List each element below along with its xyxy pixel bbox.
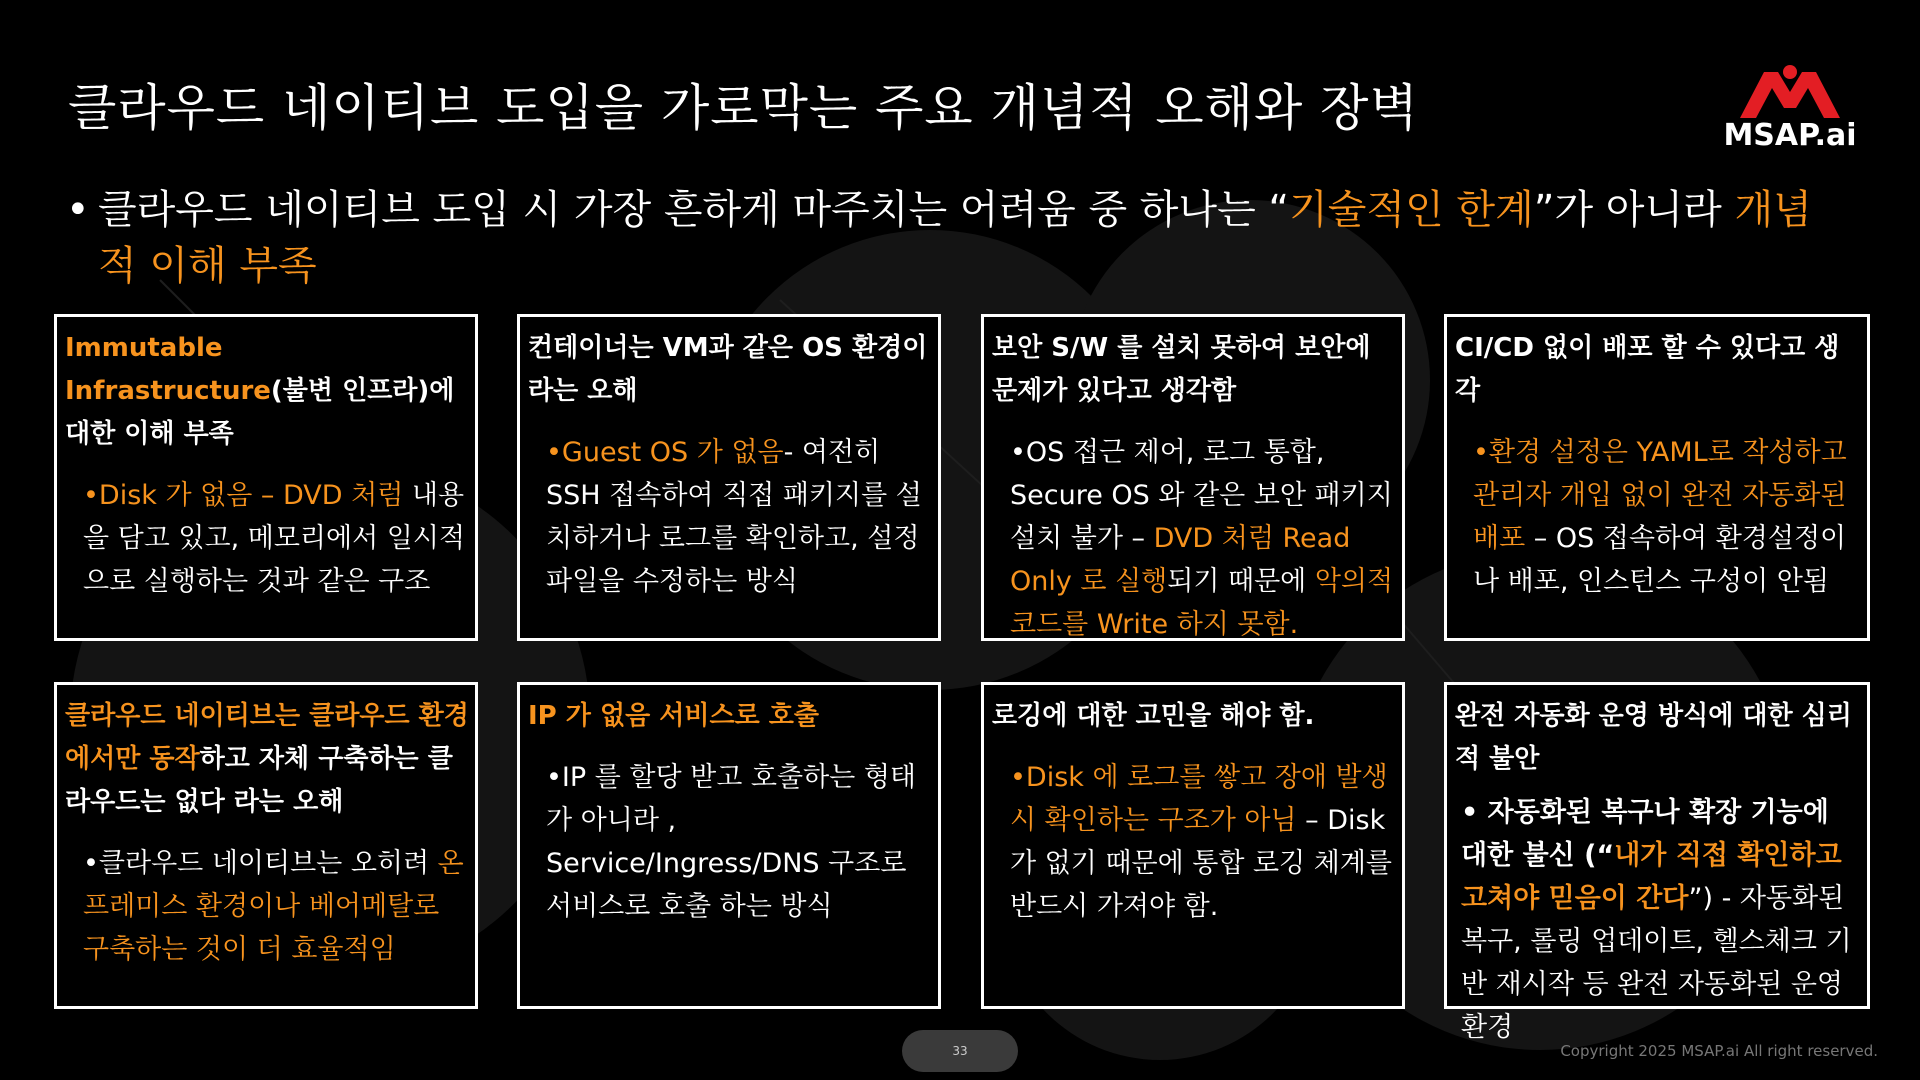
card-cloud-only: [54, 682, 478, 1009]
card-body: •IP 를 할당 받고 호출하는 형태가 아니라 , Service/Ingress/DNS 구조로 서비스로 호출 하는 방식: [546, 762, 916, 922]
card-heading-highlight: Immutable Infrastructure: [65, 333, 271, 406]
card-body: [992, 756, 1396, 928]
card-body: [65, 842, 469, 971]
card-body-text: 내용을 담고 있고, 메모리에서 일시적으로 실행하는 것과 같은 구조: [83, 480, 465, 597]
card-heading-text: (불변 인프라)에 대한 이해 부족: [65, 376, 455, 449]
card-logging: [981, 682, 1405, 1009]
intro-text-1: 클라우드 네이티브 도입 시 가장 흔하게 마주치는 어려움 중 하나는 “: [98, 187, 1290, 233]
card-immutable-infra: [54, 314, 478, 641]
card-heading: 로깅에 대한 고민을 해야 함.: [992, 701, 1315, 731]
intro-bullet: [66, 182, 1846, 294]
card-heading: 컨테이너는 VM과 같은 OS 환경이라는 오해: [528, 333, 928, 406]
card-body-text: - 여전히 SSH 접속하여 직접 패키지를 설치하거나 로그를 확인하고, 설정 파일을 수정하는 방식: [546, 437, 922, 597]
copyright-text: Copyright 2025 MSAP.ai All right reserved.: [1560, 1042, 1878, 1060]
card-body: [528, 431, 932, 603]
card-body-highlight: •Guest OS 가 없음: [546, 437, 784, 468]
card-body-highlight: 내가 직접 확인하고 고쳐야 믿음이 간다: [1461, 840, 1842, 914]
card-body-highlight: •환경 설정은 YAML로 작성하고 관리자 개입 없이 완전 자동화된 배포: [1473, 437, 1847, 554]
card-heading: 보안 S/W 를 설치 못하여 보안에 문제가 있다고 생각함: [992, 333, 1371, 406]
bullet-dot-icon: •: [66, 187, 90, 233]
card-body-text: •클라우드 네이티브는 오히려: [83, 848, 438, 879]
page-number: 33: [902, 1030, 1018, 1072]
card-automation-anxiety: [1444, 682, 1870, 1043]
intro-highlight-2: 개념적 이해 부족: [98, 187, 1812, 289]
card-body: [1455, 791, 1861, 1049]
card-body: [65, 474, 469, 603]
card-heading-highlight: 클라우드 네이티브는 클라우드 환경에서만 동작: [65, 701, 469, 774]
card-body-bold-text: • 자동화된 복구나 확장 기능에 대한 불신 (“: [1461, 797, 1829, 871]
card-body-text: – Disk 가 없기 때문에 통합 로깅 체계를 반드시 가져야 함.: [1010, 805, 1392, 922]
card-body-text: ”) - 자동화된 복구, 롤링 업데이트, 헬스체크 기반 재시작 등 완전 자동화된 운영 환경: [1461, 883, 1852, 1043]
card-body-highlight: 온프레미스 환경이나 베어메탈로 구축하는 것이 더 효율적임: [83, 848, 464, 965]
card-body-highlight: •Disk 에 로그를 쌓고 장애 발생시 확인하는 구조가 아님: [1010, 762, 1388, 836]
card-security-sw: [981, 314, 1405, 641]
card-heading: 완전 자동화 운영 방식에 대한 심리적 불안: [1455, 701, 1852, 774]
card-body-text: – OS 접속하여 환경설정이나 배포, 인스턴스 구성이 안됨: [1473, 523, 1847, 597]
card-heading: [65, 327, 469, 456]
page-title: 클라우드 네이티브 도입을 가로막는 주요 개념적 오해와 장벽: [68, 79, 1419, 137]
msap-logo: [1700, 62, 1880, 158]
card-heading-highlight: IP 가 없음 서비스로 호출: [528, 701, 819, 731]
card-body-highlight: DVD 처럼 Read Only 로 실행: [1010, 523, 1351, 597]
card-body: [1455, 431, 1861, 603]
card-heading-text: 하고 자체 구축하는 클라우드는 없다 라는 오해: [65, 744, 453, 817]
card-body: [992, 431, 1396, 646]
card-heading: [528, 695, 932, 738]
card-body-text-2: 되기 때문에: [1167, 566, 1315, 597]
intro-text-2: ”가 아니라: [1533, 187, 1735, 233]
card-no-ip: [517, 682, 941, 1009]
intro-highlight-1: 기술적인 한계: [1289, 187, 1534, 233]
card-heading: [65, 695, 469, 824]
card-heading: CI/CD 없이 배포 할 수 있다고 생각: [1455, 333, 1840, 406]
logo-text: MSAP.ai: [1723, 118, 1857, 153]
card-cicd: [1444, 314, 1870, 641]
card-body-highlight-2: 악의적 코드를 Write 하지 못함.: [1010, 566, 1394, 640]
card-body-text: •OS 접근 제어, 로그 통합, Secure OS 와 같은 보안 패키지 설치 불가 –: [1010, 437, 1393, 554]
msap-logo-mark-icon: [1700, 62, 1880, 122]
card-container-vm: [517, 314, 941, 641]
card-body-highlight: •Disk 가 없음 – DVD 처럼: [83, 480, 404, 511]
